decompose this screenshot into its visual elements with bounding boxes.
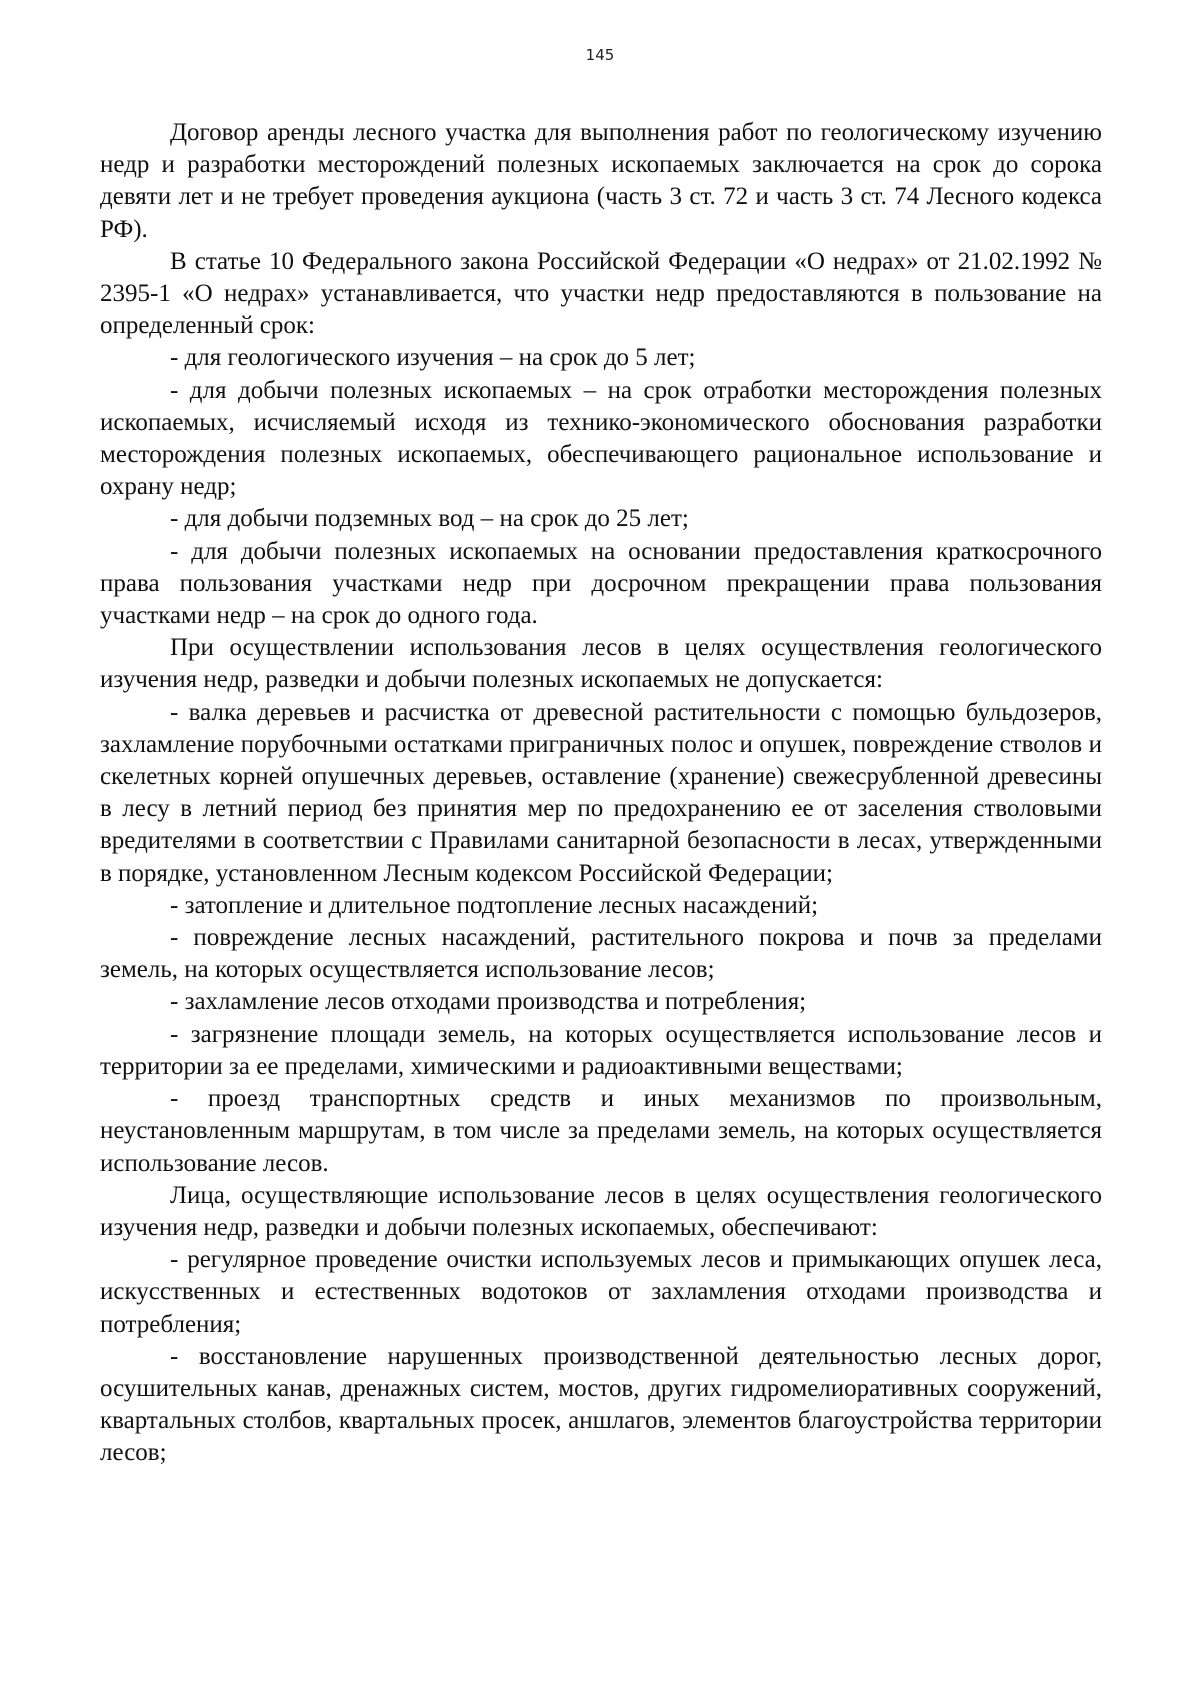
list-item-short-term-right: - для добычи полезных ископаемых на основании предоставления краткосрочного права пользования участками недр при досрочном прекращении права пользования участками недр – на срок до одного года. — [100, 537, 1102, 630]
paragraph-lease-term: Договор аренды лесного участка для выполнения работ по геологическому изучению недр и разработки месторождений полезных ископаемых заключается на срок до сорока девяти лет и не требует проведения аукциона (часть 3 ст. 72 и часть 3 ст. 74 Лесного кодекса РФ). — [100, 119, 1102, 243]
list-item-flooding: - затопление и длительное подтопление лесных насаждений; — [170, 891, 819, 919]
list-item-regular-cleaning: - регулярное проведение очистки используемых лесов и примыкающих опушек леса, искусственных и естественных водотоков от захламления отходами производства и потребления; — [100, 1246, 1102, 1338]
list-item-geological-study: - для геологического изучения – на срок до 5 лет; — [170, 344, 696, 372]
list-item-tree-felling: - валка деревьев и расчистка от древесной растительности с помощью бульдозеров, захламление порубочными остатками приграничных полос и опушек, повреждение стволов и скелетных корней опушечных деревьев, оставление (хранение) свежесрубленной древесины в лесу в летний период без принятия мер по предохранению ее от заселения стволовыми вредителями в соответствии с Правилами санитарной безопасности в лесах, утвержденными в порядке, установленном Лесным кодексом Российской Федерации; — [100, 698, 1102, 887]
paragraph-prohibitions-intro: При осуществлении использования лесов в целях осуществления геологического изучения недр, разведки и добычи полезных ископаемых не допускается: — [100, 634, 1102, 694]
document-body — [100, 117, 1102, 1470]
list-item-waste-littering: - захламление лесов отходами производства и потребления; — [170, 988, 807, 1016]
list-item-vehicle-passage: - проезд транспортных средств и иных механизмов по произвольным, неустановленным маршрутам, в том числе за пределами земель, на которых осуществляется использование лесов. — [100, 1085, 1102, 1177]
page-number: 145 — [585, 46, 615, 64]
paragraph-subsoil-law: В статье 10 Федерального закона Российской Федерации «О недрах» от 21.02.1992 № 2395-1 «О недрах» устанавливается, что участки недр предоставляются в пользование на определенный срок: — [100, 247, 1102, 340]
list-item-mineral-extraction: - для добычи полезных ископаемых – на срок отработки месторождения полезных ископаемых, исчисляемый исходя из технико-экономического обоснования разработки месторождения полезных ископаемых, обеспечивающего рациональное использование и охрану недр; — [100, 376, 1102, 501]
paragraph-obligations-intro: Лица, осуществляющие использование лесов в целях осуществления геологического изучения недр, разведки и добычи полезных ископаемых, обеспечивают: — [100, 1181, 1102, 1241]
list-item-groundwater: - для добычи подземных вод – на срок до 25 лет; — [170, 505, 689, 533]
list-item-restoration: - восстановление нарушенных производственной деятельностью лесных дорог, осушительных канав, дренажных систем, мостов, других гидромелиоративных сооружений, квартальных столбов, квартальных просек, аншлагов, элементов благоустройства территории лесов; — [100, 1342, 1102, 1467]
list-item-pollution: - загрязнение площади земель, на которых осуществляется использование лесов и территории за ее пределами, химическими и радиоактивными веществами; — [100, 1020, 1102, 1080]
list-item-vegetation-damage: - повреждение лесных насаждений, растительного покрова и почв за пределами земель, на которых осуществляется использование лесов; — [100, 924, 1102, 984]
